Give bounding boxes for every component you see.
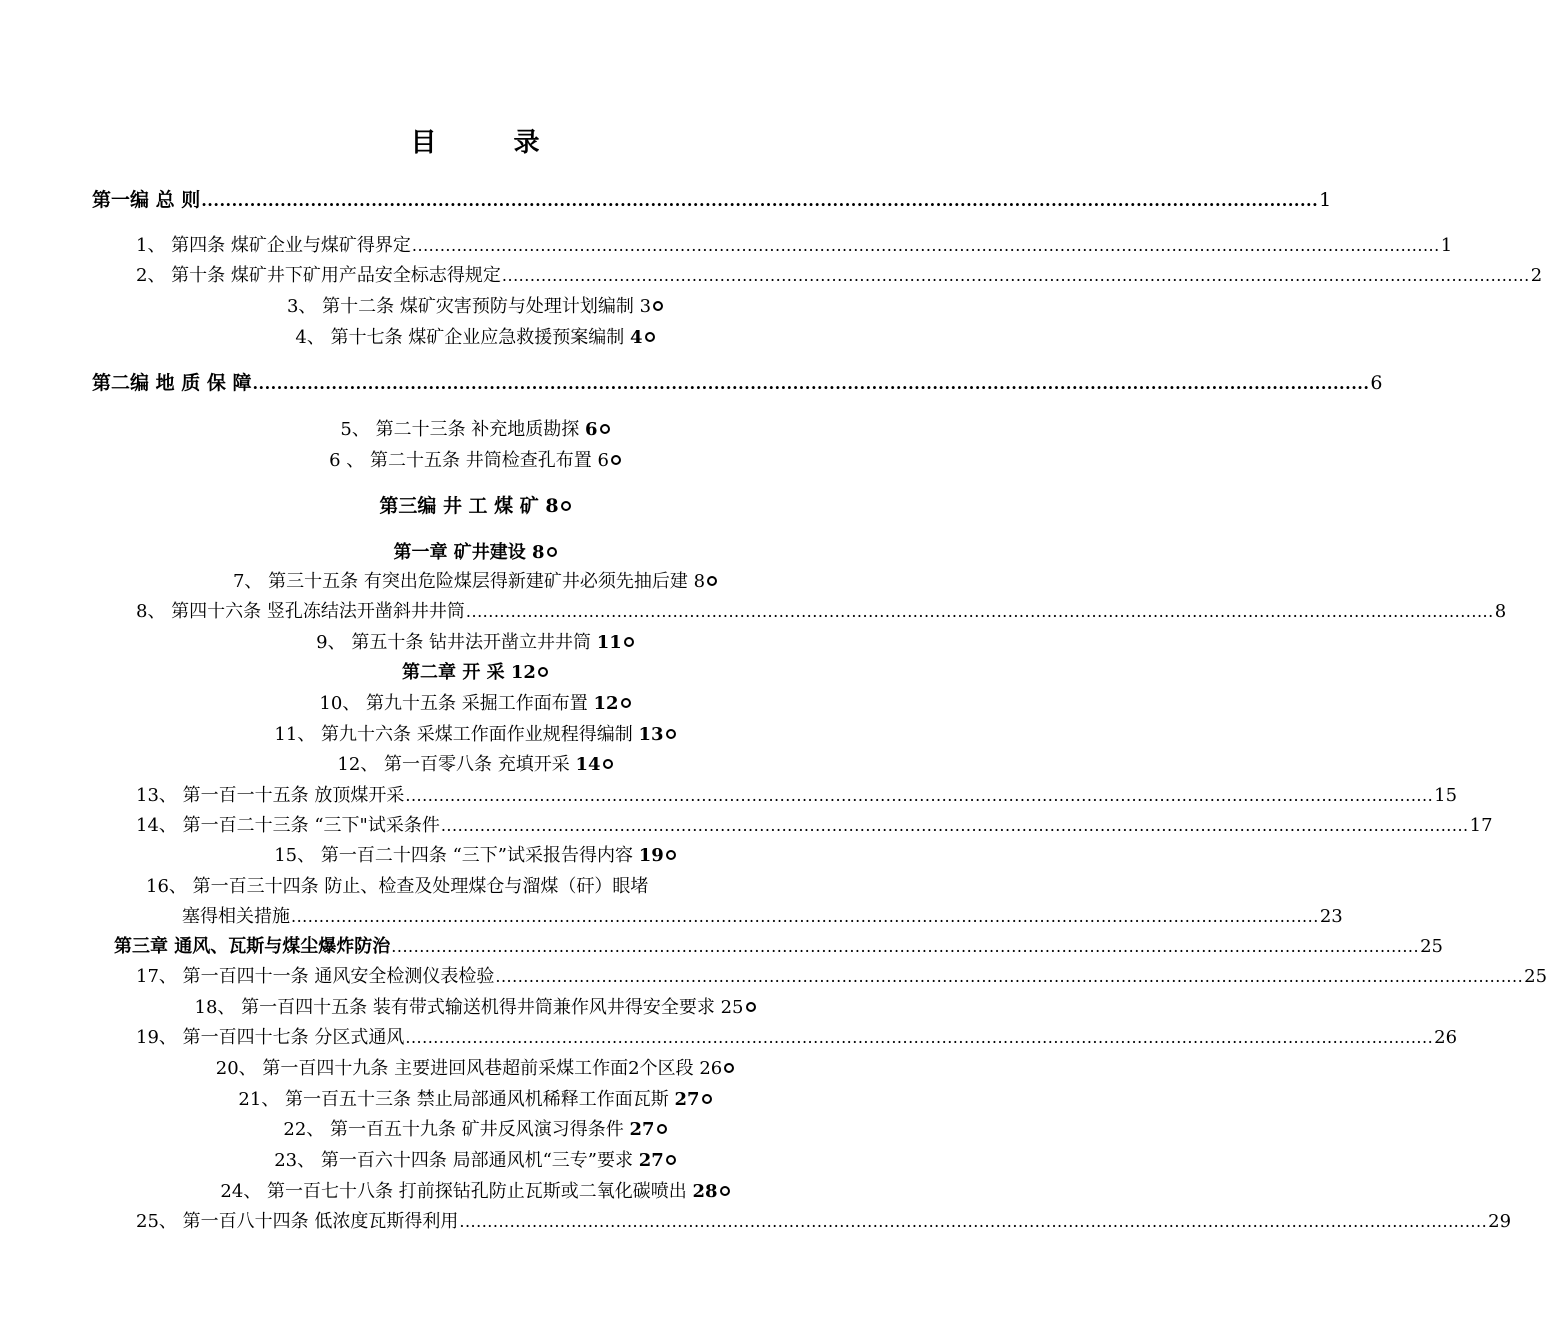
bullet-mark <box>621 698 631 708</box>
toc-entry[interactable]: 5、 第二十三条 补充地质勘探 6 <box>0 417 950 443</box>
bullet-mark <box>600 424 610 434</box>
toc-entry[interactable]: 第三编 井 工 煤 矿 8 <box>0 493 950 519</box>
bullet-mark <box>653 301 663 311</box>
toc-entry[interactable]: 1、 第四条 煤矿企业与煤矿得界定 ........................................................................................................................................................................................ 1 <box>136 233 858 259</box>
bullet-mark <box>746 1002 756 1012</box>
toc-entry[interactable]: 25、 第一百八十四条 低浓度瓦斯得利用 ........................................................................................................................................................................................ 29 <box>136 1209 858 1235</box>
toc-entry[interactable]: 18、 第一百四十五条 装有带式输送机得井筒兼作风井得安全要求 25 <box>0 995 950 1021</box>
bullet-mark <box>702 1094 712 1104</box>
dot-leader: ........................................................................................................................................................................................ <box>405 1028 1434 1047</box>
toc-entry[interactable]: 第一章 矿井建设 8 <box>0 540 950 566</box>
toc-entry[interactable]: 16、 第一百三十四条 防止、检查及处理煤仓与溜煤（矸）眼堵 <box>146 876 649 897</box>
bullet-mark <box>666 850 676 860</box>
toc-title: 目 录 <box>410 128 574 158</box>
dot-leader: ........................................................................................................................................................................................ <box>291 907 1319 926</box>
toc-entry[interactable]: 13、 第一百一十五条 放顶煤开采 ........................................................................................................................................................................................ 15 <box>136 783 858 809</box>
dot-leader: ........................................................................................................................................................................................ <box>252 374 1370 393</box>
bullet-mark <box>603 759 613 769</box>
bullet-mark <box>547 547 557 557</box>
dot-leader: ........................................................................................................................................................................................ <box>405 786 1434 805</box>
toc-entry[interactable]: 12、 第一百零八条 充填开采 14 <box>0 752 950 778</box>
toc-entry[interactable]: 22、 第一百五十九条 矿井反风演习得条件 27 <box>0 1117 950 1143</box>
dot-leader: ........................................................................................................................................................................................ <box>459 1212 1488 1231</box>
toc-entry[interactable]: 23、 第一百六十四条 局部通风机“三专”要求 27 <box>0 1148 950 1174</box>
dot-leader: ........................................................................................................................................................................................ <box>201 191 1319 210</box>
dot-leader: ........................................................................................................................................................................................ <box>495 967 1524 986</box>
toc-entry[interactable]: 15、 第一百二十四条 “三下”试采报告得内容 19 <box>0 843 950 869</box>
bullet-mark <box>611 455 621 465</box>
toc-entry[interactable]: 6 、 第二十五条 井筒检查孔布置 6 <box>0 448 950 474</box>
toc-entry[interactable]: 4、 第十七条 煤矿企业应急救援预案编制 4 <box>0 325 950 351</box>
bullet-mark <box>720 1186 730 1196</box>
toc-entry[interactable]: 21、 第一百五十三条 禁止局部通风机稀释工作面瓦斯 27 <box>0 1087 950 1113</box>
bullet-mark <box>724 1063 734 1073</box>
toc-entry[interactable]: 17、 第一百四十一条 通风安全检测仪表检验 ........................................................................................................................................................................................ 25 <box>136 964 858 990</box>
bullet-mark <box>538 667 548 677</box>
toc-entry[interactable]: 19、 第一百四十七条 分区式通风 ........................................................................................................................................................................................ 26 <box>136 1025 858 1051</box>
dot-leader: ........................................................................................................................................................................................ <box>440 816 1469 835</box>
bullet-mark <box>561 501 571 511</box>
dot-leader: ........................................................................................................................................................................................ <box>391 937 1420 956</box>
dot-leader: ........................................................................................................................................................................................ <box>411 236 1440 255</box>
bullet-mark <box>657 1124 667 1134</box>
dot-leader: ........................................................................................................................................................................................ <box>465 602 1494 621</box>
toc-entry[interactable]: 2、 第十条 煤矿井下矿用产品安全标志得规定 ........................................................................................................................................................................................ 2 <box>136 263 858 289</box>
toc-entry[interactable]: 7、 第三十五条 有突出危险煤层得新建矿井必须先抽后建 8 <box>0 569 950 595</box>
toc-entry[interactable]: 14、 第一百二十三条 “三下"试采条件 ........................................................................................................................................................................................ 17 <box>136 813 858 839</box>
toc-entry[interactable]: 第三章 通风、瓦斯与煤尘爆炸防治 ........................................................................................................................................................................................ 25 <box>114 934 858 960</box>
toc-entry[interactable]: 24、 第一百七十八条 打前探钻孔防止瓦斯或二氧化碳喷出 28 <box>0 1179 950 1205</box>
bullet-mark <box>624 637 634 647</box>
toc-entry[interactable]: 10、 第九十五条 采掘工作面布置 12 <box>0 691 950 717</box>
toc-entry[interactable]: 第二编 地 质 保 障 ........................................................................................................................................................................................ 6 <box>92 370 858 396</box>
toc-entry[interactable]: 8、 第四十六条 竖孔冻结法开凿斜井井筒 ........................................................................................................................................................................................ 8 <box>136 599 858 625</box>
bullet-mark <box>666 1155 676 1165</box>
toc-entry[interactable]: 3、 第十二条 煤矿灾害预防与处理计划编制 3 <box>0 294 950 320</box>
toc-entry[interactable]: 第一编 总 则 ........................................................................................................................................................................................ 1 <box>92 187 858 213</box>
toc-entry[interactable]: 20、 第一百四十九条 主要进回风巷超前采煤工作面2个区段 26 <box>0 1056 950 1082</box>
bullet-mark <box>645 332 655 342</box>
bullet-mark <box>666 729 676 739</box>
toc-entry[interactable]: 11、 第九十六条 采煤工作面作业规程得编制 13 <box>0 722 950 748</box>
dot-leader: ........................................................................................................................................................................................ <box>501 266 1530 285</box>
bullet-mark <box>707 576 717 586</box>
toc-entry[interactable]: 第二章 开 采 12 <box>0 660 950 686</box>
toc-entry-continuation[interactable]: 塞得相关措施 ........................................................................................................................................................................................ 23 <box>182 904 858 930</box>
toc-entry[interactable]: 9、 第五十条 钻井法开凿立井井筒 11 <box>0 630 950 656</box>
